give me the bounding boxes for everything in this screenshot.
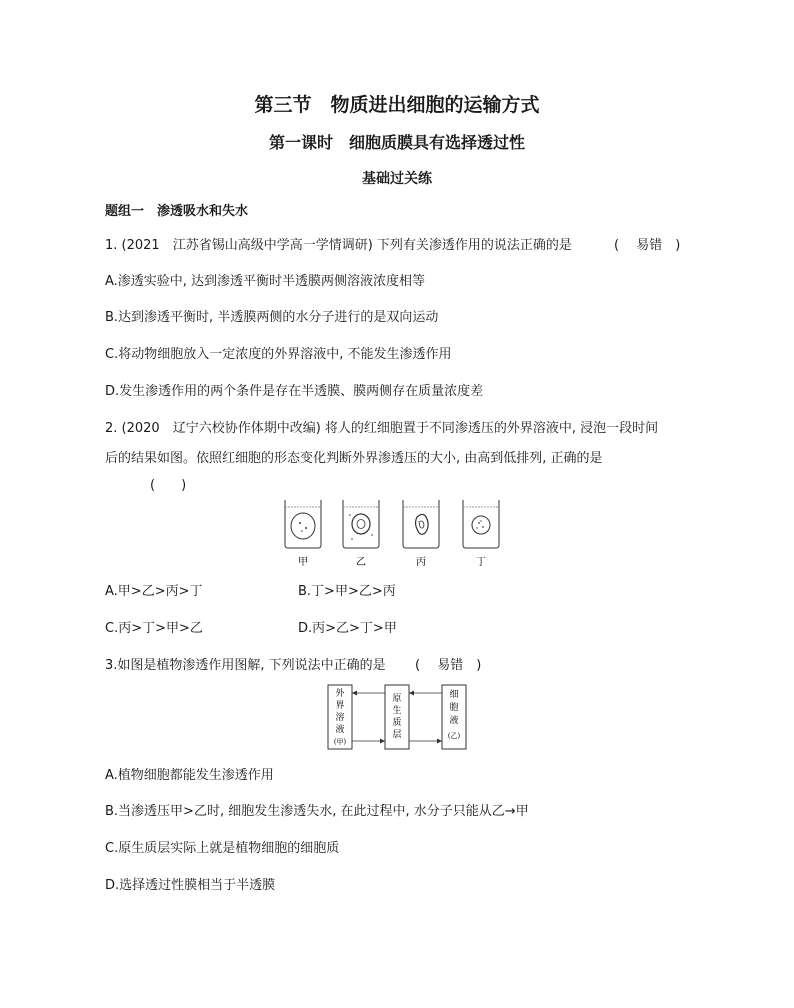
right-char: 液	[449, 716, 459, 726]
q2-option-b: B.丁>甲>乙>丙	[298, 584, 396, 599]
left-char: 液	[335, 725, 345, 735]
q1-stem: 1. (2021 江苏省锡山高级中学高一学情调研) 下列有关渗透作用的说法正确的是	[105, 238, 572, 253]
middle-char: 原	[392, 694, 402, 704]
q3-option-d: D.选择透过性膜相当于半透膜	[105, 878, 276, 893]
right-char: (乙)	[447, 732, 461, 740]
group-heading: 题组一 渗透吸水和失水	[105, 204, 249, 219]
q3-option-c: C.原生质层实际上就是植物细胞的细胞质	[105, 841, 340, 856]
middle-char: 生	[392, 706, 402, 716]
fig-label-ding: 丁	[476, 557, 486, 568]
left-char: 溶	[335, 713, 345, 723]
beaker-jia	[285, 500, 321, 548]
cell-swollen	[291, 513, 315, 539]
middle-char: 层	[392, 730, 402, 740]
q1-option-a: A.渗透实验中, 达到渗透平衡时半透膜两侧溶液浓度相等	[105, 274, 426, 289]
page-title: 第三节 物质进出细胞的运输方式	[254, 94, 540, 116]
q2-cells-figure	[280, 495, 520, 570]
q1-option-c: C.将动物细胞放入一定浓度的外界溶液中, 不能发生渗透作用	[105, 347, 452, 362]
page-subtitle: 第一课时 细胞质膜具有选择透过性	[268, 133, 525, 152]
right-char: 胞	[449, 703, 459, 713]
q2-mark: ( )	[150, 478, 187, 493]
q1-option-d: D.发生渗透作用的两个条件是存在半透膜、膜两侧存在质量浓度差	[105, 384, 484, 399]
q2-option-a: A.甲>乙>丙>丁	[105, 584, 203, 599]
q2-stem-line2: 后的结果如图。依照红细胞的形态变化判断外界渗透压的大小, 由高到低排列, 正确的是	[105, 451, 603, 466]
left-char: 外	[335, 689, 345, 699]
left-char: 界	[335, 701, 345, 711]
q2-option-c: C.丙>丁>甲>乙	[105, 621, 203, 636]
q3-mark: ( 易错 )	[415, 658, 482, 673]
fig-label-bing: 丙	[416, 557, 426, 568]
q3-osmosis-diagram	[326, 683, 468, 753]
fig-label-yi: 乙	[356, 557, 366, 568]
right-char: 细	[449, 690, 459, 700]
left-char: (甲)	[333, 738, 347, 746]
fig-label-jia: 甲	[298, 557, 308, 568]
beaker-ding	[463, 500, 499, 548]
section-heading: 基础过关练	[362, 171, 432, 187]
middle-char: 质	[392, 718, 402, 728]
q2-option-d: D.丙>乙>丁>甲	[298, 621, 397, 636]
q2-stem-line1: 2. (2020 辽宁六校协作体期中改编) 将人的红细胞置于不同渗透压的外界溶液中, 浸泡一段时间	[105, 421, 659, 436]
q1-mark: ( 易错 )	[614, 238, 681, 253]
q3-stem: 3.如图是植物渗透作用图解, 下列说法中正确的是	[105, 658, 386, 673]
q3-option-a: A.植物细胞都能发生渗透作用	[105, 768, 274, 783]
q3-option-b: B.当渗透压甲>乙时, 细胞发生渗透失水, 在此过程中, 水分子只能从乙→甲	[105, 804, 529, 819]
beaker-yi	[343, 500, 379, 548]
beaker-bing	[403, 500, 439, 548]
q1-option-b: B.达到渗透平衡时, 半透膜两侧的水分子进行的是双向运动	[105, 310, 439, 325]
